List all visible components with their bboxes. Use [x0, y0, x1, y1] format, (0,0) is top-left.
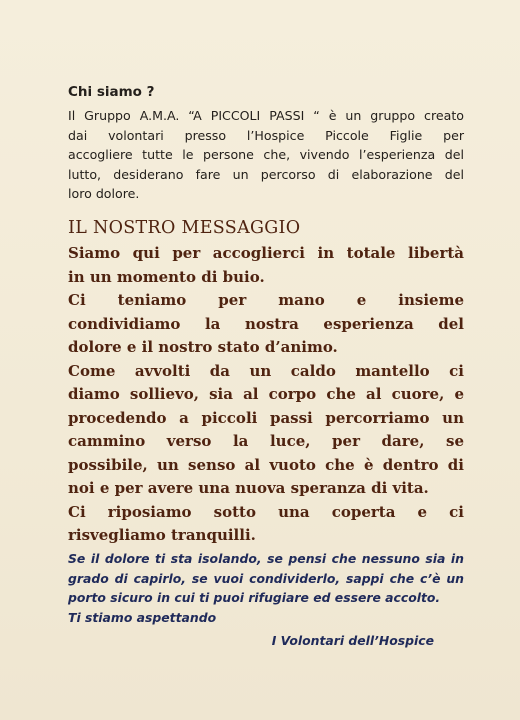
- who-we-are-body: [68, 106, 464, 204]
- message-paragraph: [68, 242, 464, 289]
- message-line: risvegliamo tranquilli.: [68, 526, 256, 544]
- message-line: Siamo qui per accoglierci in totale libertà: [68, 244, 464, 262]
- message-line: noi e per avere una nuova speranza di vita.: [68, 479, 429, 497]
- closing-line: Se il dolore ti sta isolando, se pensi che nessuno sia in: [68, 551, 464, 566]
- closing-section: [68, 549, 464, 627]
- message-section: [68, 216, 464, 548]
- who-we-are-line: dai volontari presso l’Hospice Piccole Figlie per: [68, 127, 464, 143]
- closing-line: Ti stiamo aspettando: [68, 609, 217, 625]
- message-title: IL NOSTRO MESSAGGIO: [68, 218, 301, 238]
- closing-line: porto sicuro in cui ti puoi rifugiare ed essere accolto.: [68, 590, 441, 605]
- message-line: dolore e il nostro stato d’animo.: [68, 338, 338, 356]
- message-line: possibile, un senso al vuoto che è dentro di: [68, 455, 464, 474]
- message-paragraph: [68, 360, 464, 501]
- who-we-are-line: lutto, desiderano fare un percorso di elaborazione del: [68, 166, 464, 182]
- message-line: procedendo a piccoli passi percorriamo un: [68, 408, 464, 427]
- message-paragraph: [68, 289, 464, 360]
- message-line: Ci riposiamo sotto una coperta e ci: [68, 502, 464, 521]
- message-line: diamo sollievo, sia al corpo che al cuore, e: [68, 385, 464, 403]
- message-line: cammino verso la luce, per dare, se: [68, 432, 464, 450]
- who-we-are-line: accogliere tutte le persone che, vivendo l’esperienza del: [68, 147, 464, 162]
- closing-line: grado di capirlo, se vuoi condividerlo, sappi che c’è un: [68, 570, 464, 586]
- message-line: Ci teniamo per mano e insieme: [68, 291, 464, 309]
- signature: I Volontari dell’Hospice: [271, 633, 434, 648]
- who-we-are-heading: Chi siamo ?: [68, 84, 155, 100]
- message-line: Come avvolti da un caldo mantello ci: [68, 361, 464, 380]
- who-we-are-line: Il Gruppo A.M.A. “A PICCOLI PASSI “ è un gruppo creato: [68, 108, 464, 123]
- message-line: in un momento di buio.: [68, 267, 265, 286]
- who-we-are-section: [68, 82, 464, 204]
- message-line: condividiamo la nostra esperienza del: [68, 314, 464, 333]
- who-we-are-line: loro dolore.: [68, 186, 140, 201]
- message-paragraph: [68, 501, 464, 548]
